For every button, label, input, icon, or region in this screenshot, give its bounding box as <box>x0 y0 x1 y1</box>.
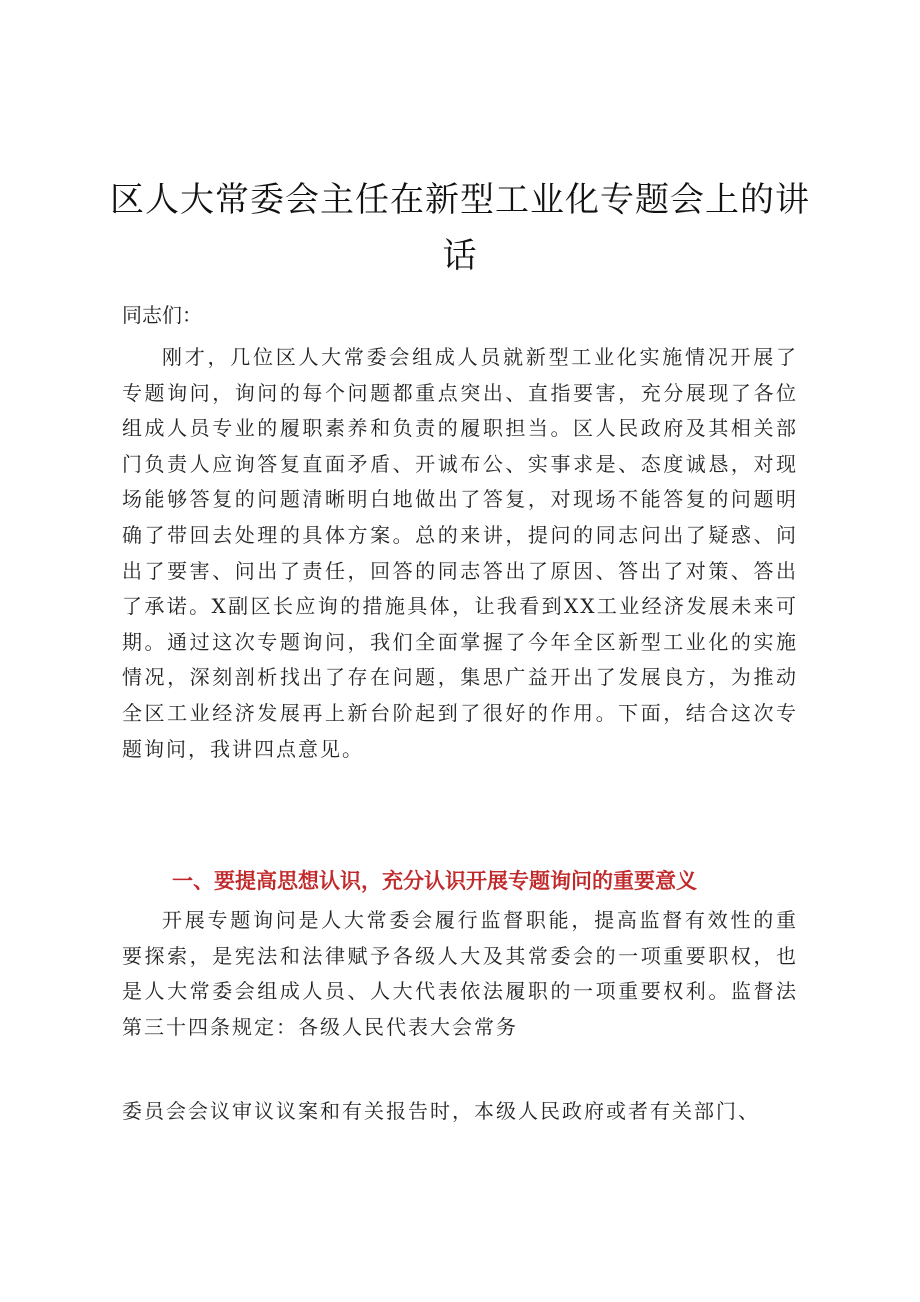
body-paragraph-2-continued: 委员会会议审议议案和有关报告时，本级人民政府或者有关部门、 <box>122 1099 760 1123</box>
section-heading-1: 一、要提高思想认识，充分认识开展专题询问的重要意义 <box>172 869 697 893</box>
page-title: 区人大常委会主任在新型工业化专题会上的讲话 <box>110 180 810 276</box>
salutation: 同志们： <box>122 303 202 327</box>
body-paragraph-2: 开展专题询问是人大常委会履行监督职能，提高监督有效性的重要探索，是宪法和法律赋予各级人大及其常委会的一项重要职权，也是人大常委会组成人员、人大代表依法履职的一项重要权利。监督法第三十四条规定：各级人民代表大会常务 <box>122 908 798 1039</box>
body-paragraph-1: 刚才，几位区人大常委会组成人员就新型工业化实施情况开展了专题询问，询问的每个问题都重点突出、直指要害，充分展现了各位组成人员专业的履职素养和负责的履职担当。区人民政府及其相关部门负责人应询答复直面矛盾、开诚布公、实事求是、态度诚恳，对现场能够答复的问题清晰明白地做出了答复，对现场不能答复的问题明确了带回去处理的具体方案。总的来讲，提问的同志问出了疑惑、问出了要害、问出了责任，回答的同志答出了原因、答出了对策、答出了承诺。X副区长应询的措施具体，让我看到XX工业经济发展未来可期。通过这次专题询问，我们全面掌握了今年全区新型工业化的实施情况，深刻剖析找出了存在问题，集思广益开出了发展良方，为推动全区工业经济发展再上新台阶起到了很好的作用。下面，结合这次专题询问，我讲四点意见。 <box>122 345 798 761</box>
